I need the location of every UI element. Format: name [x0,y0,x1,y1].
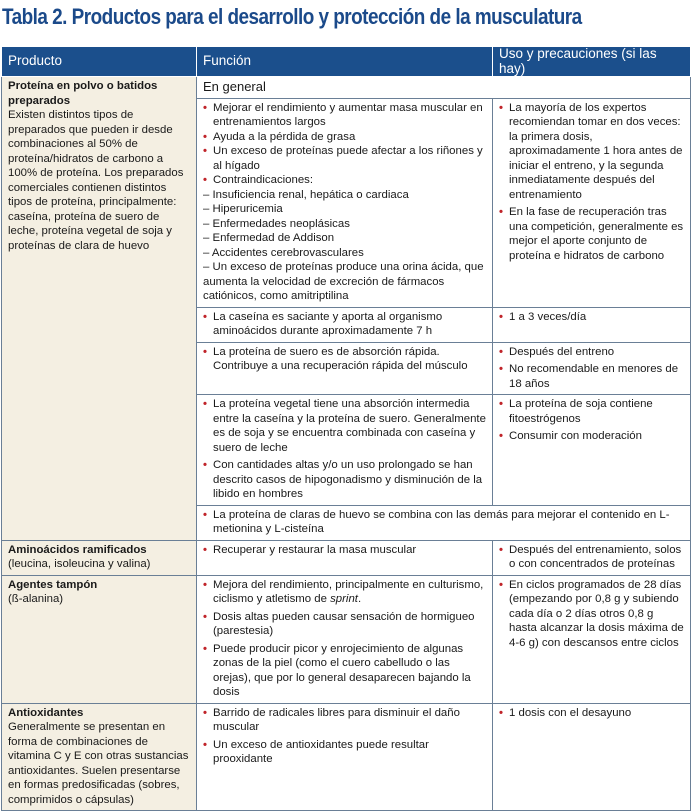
uso-cell [493,703,691,811]
header-funcion: Función [197,47,493,77]
product-description: (ß-alanina) [8,593,64,605]
list-item: • Un exceso de antioxidantes puede resultar prooxidante [203,738,429,765]
bullet-icon: • [203,543,207,556]
bullet-icon: • [499,363,503,375]
funcion-cell [197,540,493,575]
table-title: Tabla 2. Productos para el desarrollo y protección de la musculatura [2,4,582,29]
bullet-icon: • [499,578,503,591]
uso-cell [493,342,691,395]
list-item: • En ciclos programados de 28 días (empezando por 0,8 g y subiendo cada día o 2 días otros 0,8 g hasta alcanzar la dosis máxima de 4-6 g) con descansos entre ciclos [499,578,684,649]
funcion-cell [197,575,493,703]
list-item: • 1 dosis con el desayuno [499,706,632,719]
contraindication-item: – Enfermedades neoplásicas [203,217,350,230]
list-item: • Contraindicaciones: [203,174,314,186]
header-producto: Producto [2,47,197,77]
list-item: • Después del entreno [499,345,615,358]
bullet-icon: • [203,610,207,623]
product-name: Agentes tampón [8,578,98,591]
list-item: • Recuperar y restaurar la masa muscular [203,543,417,556]
list-item: • La proteína de claras de huevo se combina con las demás para mejorar el contenido en L-metionina y L-cisteína [203,508,670,535]
clara-huevo-cell [197,505,691,540]
bullet-icon: • [499,706,503,719]
bullet-icon: • [203,101,207,114]
bullet-icon: • [203,508,207,521]
bullet-icon: • [499,206,503,218]
uso-cell [493,575,691,703]
list-item: • La caseína es saciante y aporta al organismo aminoácidos durante aproximadamente 7 h [203,310,443,337]
product-description: (leucina, isoleucina y valina) [8,558,151,570]
bullet-icon: • [203,578,207,591]
bullet-icon: • [203,459,207,471]
product-cell-proteina [2,77,197,541]
contraindication-item: – Hiperuricemia [203,203,283,215]
contraindication-item: – Accidentes cerebrovasculares [203,246,364,259]
list-item: • La proteína de soja contiene fitoestrógenos [499,398,653,425]
contraindication-item: – Un exceso de proteínas produce una orina ácida, que aumenta la velocidad de excreción de fármacos catiónicos, como amitriptilina [203,261,484,302]
uso-cell [493,307,691,342]
product-name: Aminoácidos ramificados [8,543,147,556]
product-description: Existen distintos tipos de preparados que pueden ir desde combinaciones al 50% de proteína/hidratos de carbono a 100% de proteína. Los preparados comerciales contienen distintos tipos de proteína, principalmente: caseína, proteína de suero de leche, proteína vegetal de soja y proteínas de clara de huevo [8,109,184,252]
list-item: • En la fase de recuperación tras una competición, generalmente es mejor el aporte conjunto de proteína e hidratos de carbono [499,206,684,262]
bullet-icon: • [203,345,207,358]
list-item: • Con cantidades altas y/o un uso prolongado se han descrito casos de hipogonadismo y disminución de la libido en hombres [203,459,483,500]
bullet-icon: • [203,174,207,186]
funcion-cell [197,342,493,395]
bullet-icon: • [203,642,207,655]
table-row [2,540,691,575]
list-item: • La proteína de suero es de absorción rápida. Contribuye a una recuperación rápida del músculo [203,345,468,372]
bullet-icon: • [499,101,503,114]
contraindication-item: – Insuficiencia renal, hepática o cardiaca [203,188,409,201]
bullet-icon: • [499,345,503,358]
funcion-cell [197,307,493,342]
product-cell-aminoacidos [2,540,197,575]
list-item: • Consumir con moderación [499,430,642,442]
uso-cell [493,98,691,307]
product-description: Generalmente se presentan en forma de combinaciones de vitamina C y E con otras sustancias antioxidantes. Suelen presentarse en formas predosificadas (sobres, comprimidos o cápsulas) [8,721,189,806]
bullet-icon: • [499,430,503,442]
funcion-cell [197,703,493,811]
list-item: • Después del entrenamiento, solos o con concentrados de proteínas [499,543,682,570]
funcion-cell [197,395,493,506]
list-item: • 1 a 3 veces/día [499,310,587,323]
bullet-icon: • [499,310,503,323]
bullet-icon: • [203,130,207,143]
list-item: • Barrido de radicales libres para disminuir el daño muscular [203,706,460,733]
bullet-icon: • [203,738,207,751]
list-item: • Puede producir picor y enrojecimiento de algunas zonas de la piel (como el cuero cabelludo o las orejas), que por lo general desaparecen bajando la dosis [203,642,471,698]
uso-cell [493,540,691,575]
product-cell-tampon [2,575,197,703]
list-item: • Mejora del rendimiento, principalmente en culturismo, ciclismo y atletismo de sprint. [203,578,484,605]
bullet-icon: • [499,543,503,556]
list-item: • Dosis altas pueden causar sensación de hormigueo (parestesia) [203,610,475,637]
list-item: • Mejorar el rendimiento y aumentar masa muscular en entrenamientos largos [203,101,483,128]
bullet-icon: • [203,145,207,157]
bullet-icon: • [203,310,207,323]
uso-cell [493,395,691,506]
product-cell-antioxidantes [2,703,197,811]
list-item: • Un exceso de proteínas puede afectar a los riñones y al hígado [203,145,483,172]
funcion-cell [197,98,493,307]
table-row [2,703,691,811]
list-item: • No recomendable en menores de 18 años [499,363,679,390]
bullet-icon: • [203,706,207,719]
header-uso: Uso y precauciones (si las hay) [493,47,691,77]
list-item: • La mayoría de los expertos recomiendan tomar en dos veces: la primera dosis, aproximadamente 1 hora antes de iniciar el entreno, y la segunda inmediatamente después del entrenamiento [499,101,683,201]
general-label: En general [197,77,691,99]
table-row [2,77,691,99]
table-header-row [2,47,691,77]
table-row [2,575,691,703]
product-name: Proteína en polvo o batidos preparados [8,80,158,107]
list-item: • Ayuda a la pérdida de grasa [203,130,356,143]
product-name: Antioxidantes [8,706,84,719]
bullet-icon: • [499,398,503,410]
bullet-icon: • [203,398,207,410]
list-item: • La proteína vegetal tiene una absorción intermedia entre la caseína y la proteína de suero. Generalmente es de soja y se encuentra combinada con caseína y suero de leche [203,398,486,454]
products-table [1,46,691,811]
contraindication-item: – Enfermedad de Addison [203,232,335,244]
